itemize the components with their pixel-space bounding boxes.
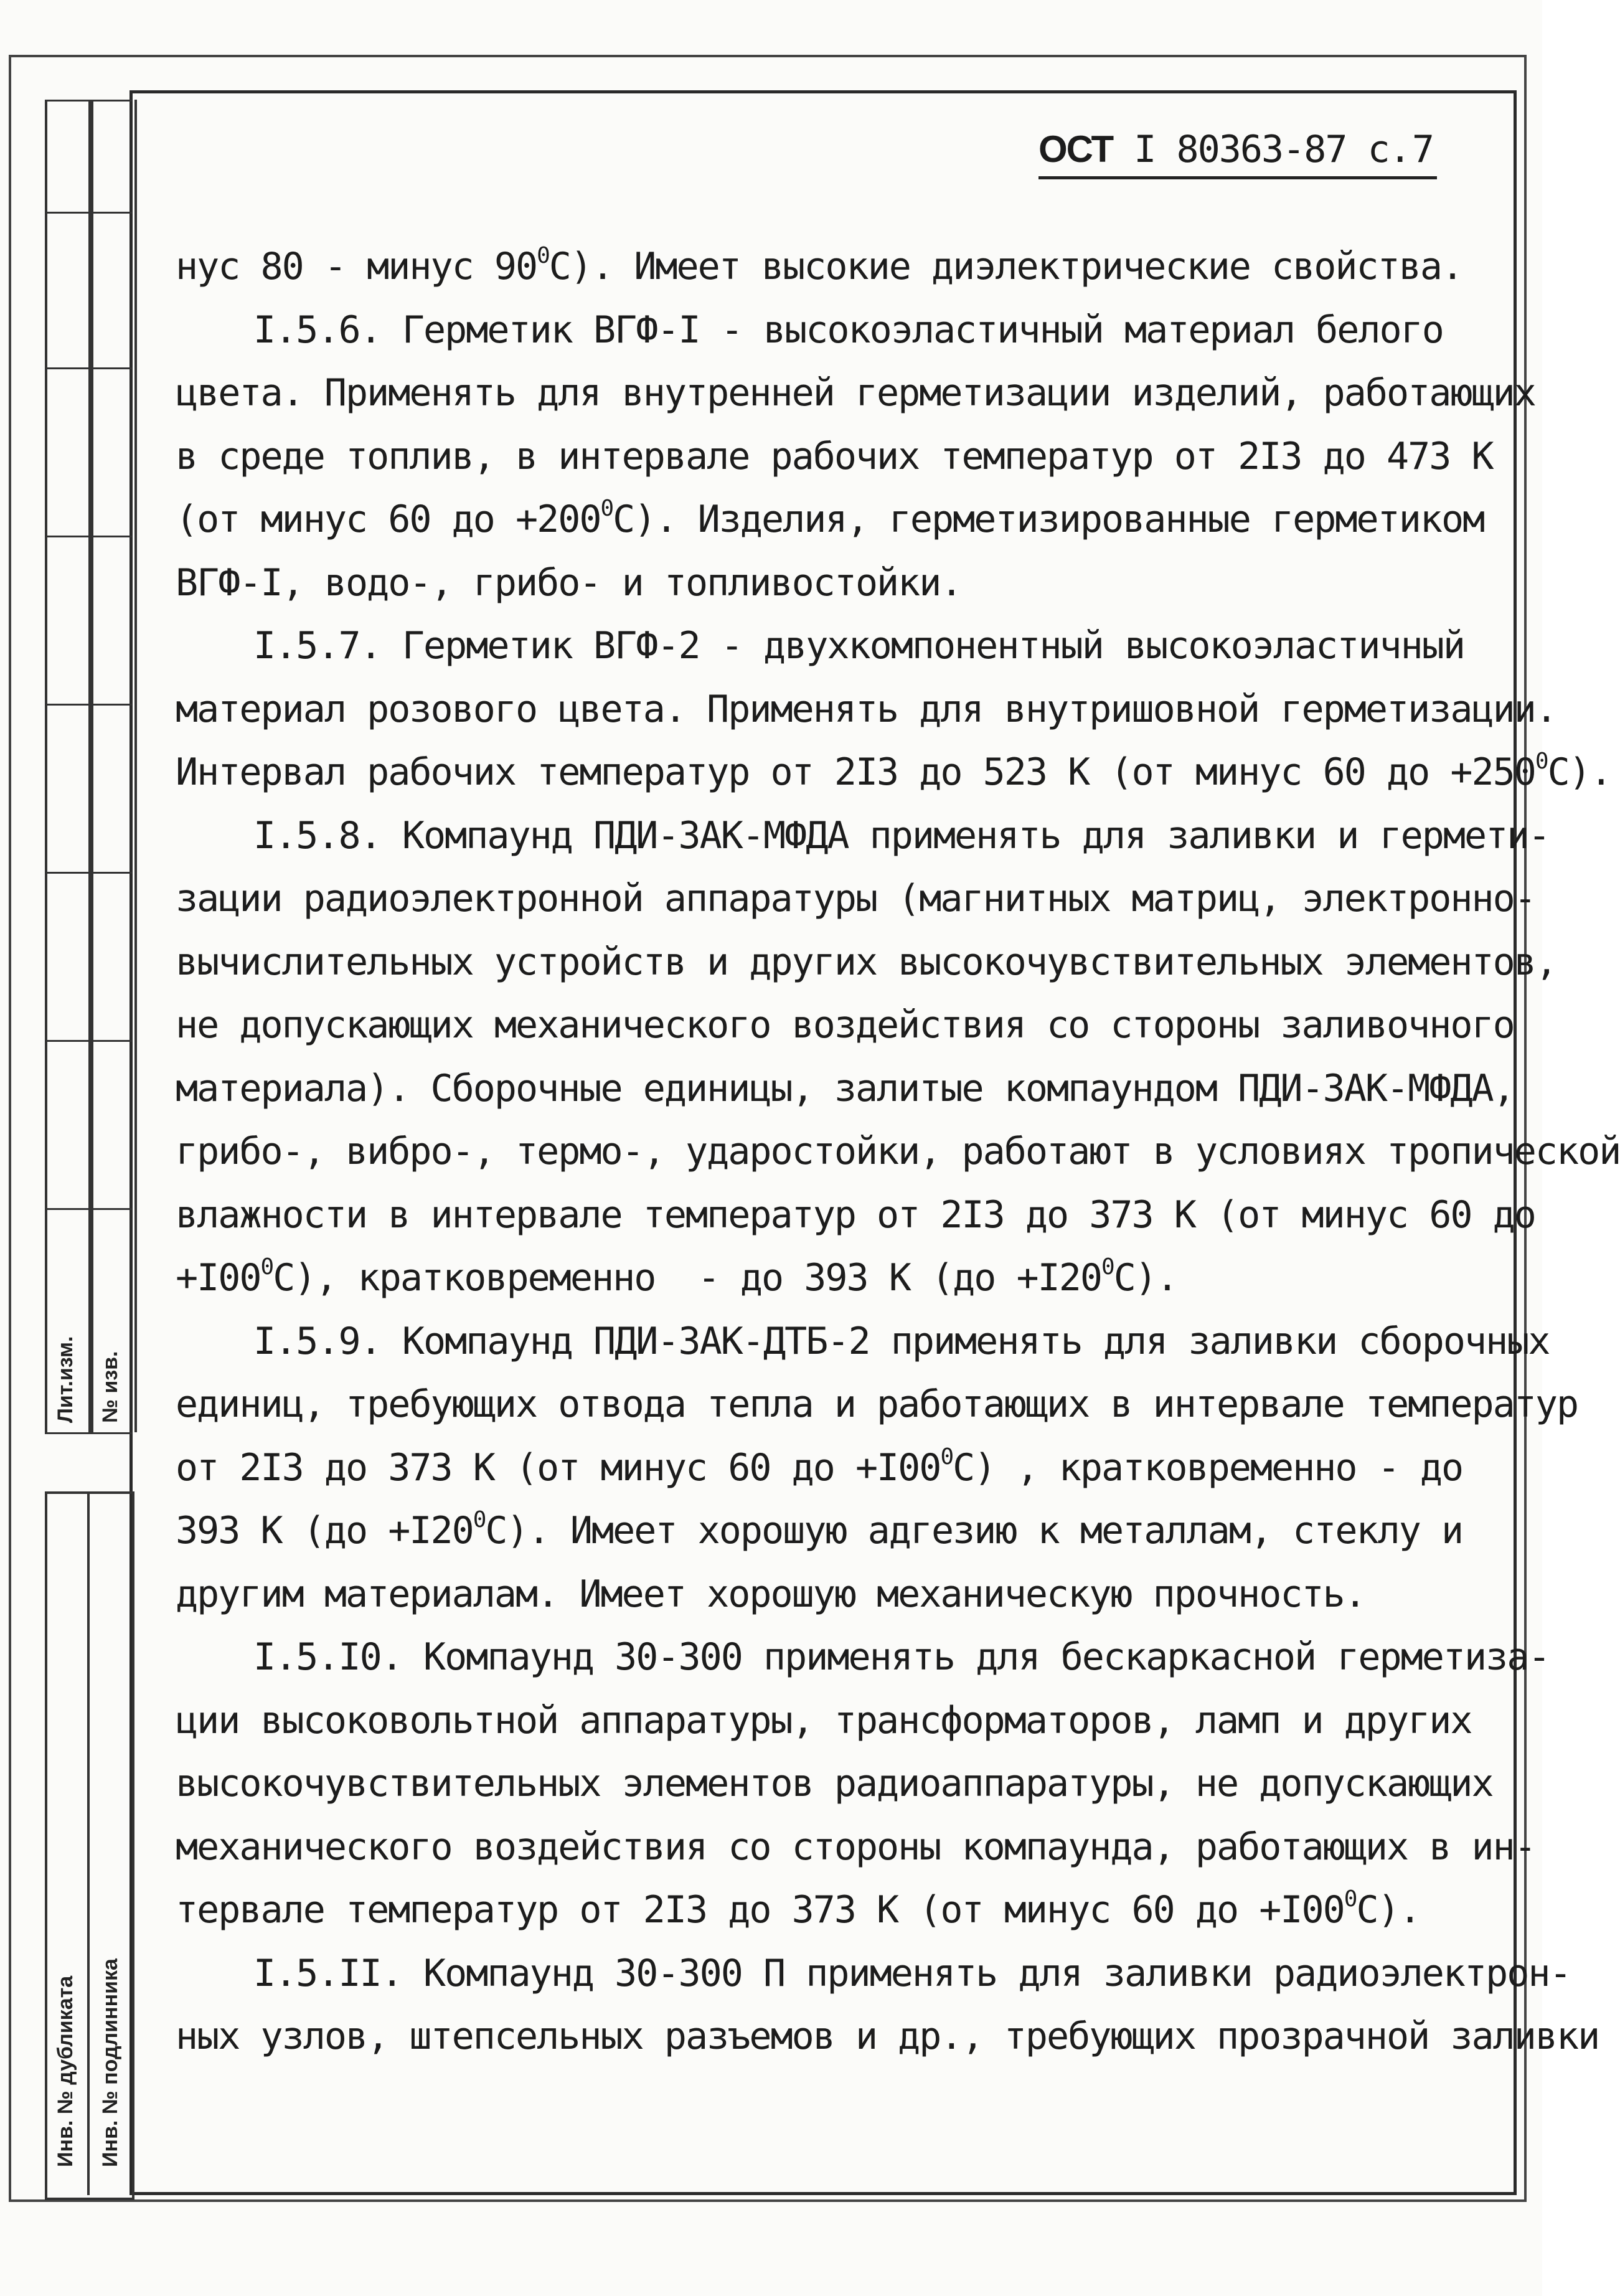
text-line bbox=[176, 994, 1514, 1057]
text-line bbox=[176, 2005, 1599, 2069]
margin-rule bbox=[45, 212, 132, 214]
margin-label-inv-duplicate: Инв. № дубликата bbox=[54, 1975, 77, 2167]
text-line bbox=[176, 1247, 1489, 1310]
line-text: I.5.8. Компаунд ПДИ-ЗАК-МФДА применять для заливки и гермети- bbox=[253, 813, 1550, 857]
text-line bbox=[176, 1816, 1535, 1879]
margin-rule bbox=[45, 1208, 132, 1210]
line-text: С). bbox=[1113, 1256, 1178, 1300]
line-text: С). Изделия, герметизированные герметиком bbox=[613, 498, 1484, 541]
text-line bbox=[176, 1310, 1550, 1374]
line-text: механического воздействия со стороны компаунда, работающих в ин- bbox=[176, 1825, 1535, 1869]
text-line bbox=[176, 741, 1611, 805]
line-text: ных узлов, штепсельных разъемов и др., требующих прозрачной заливки bbox=[176, 2015, 1599, 2058]
margin-column-left bbox=[45, 100, 93, 1432]
line-text: С). bbox=[1356, 1888, 1420, 1932]
line-text: ции высоковольтной аппаратуры, трансформаторов, ламп и других bbox=[176, 1698, 1472, 1742]
text-line bbox=[176, 615, 1489, 678]
line-text: единиц, требующих отвода тепла и работающих в интервале температур bbox=[176, 1382, 1578, 1426]
margin-rule bbox=[45, 536, 132, 537]
page-header bbox=[1038, 128, 1437, 179]
line-text: грибо-, вибро-, термо-, ударостойки, работают в условиях тропической bbox=[176, 1130, 1620, 1173]
degree-superscript: 0 bbox=[1535, 749, 1548, 774]
margin-rule bbox=[45, 872, 132, 874]
body-text bbox=[176, 235, 1620, 2069]
text-line bbox=[176, 678, 1556, 742]
text-line bbox=[176, 1942, 1571, 2006]
text-line bbox=[176, 488, 1489, 552]
margin-rule bbox=[45, 1040, 132, 1042]
margin-rule bbox=[45, 1432, 132, 1434]
line-text: от 2I3 до 373 К (от минус 60 до +I00 bbox=[176, 1445, 941, 1490]
line-text: зации радиоэлектронной аппаратуры (магнитных матриц, электронно- bbox=[176, 877, 1535, 920]
text-line bbox=[176, 1500, 1489, 1563]
text-line bbox=[176, 805, 1550, 868]
margin-label-lit-izm: Лит.изм. bbox=[54, 1336, 77, 1423]
text-line bbox=[176, 552, 1489, 615]
line-text: материал розового цвета. Применять для внутришовной герметизации. bbox=[176, 687, 1556, 731]
degree-superscript: 0 bbox=[600, 496, 613, 521]
line-text: материала). Сборочные единицы, залитые компаундом ПДИ-ЗАК-МФДА, bbox=[176, 1066, 1514, 1110]
text-line bbox=[176, 867, 1535, 931]
line-text: тервале температур от 2I3 до 373 К (от минус 60 до +I00 bbox=[176, 1888, 1344, 1932]
text-line bbox=[176, 1563, 1489, 1627]
text-line bbox=[176, 1120, 1620, 1184]
standard-number: I 80363-87 bbox=[1134, 128, 1347, 171]
text-line bbox=[176, 931, 1556, 994]
line-text: нус 80 - минус 90 bbox=[176, 245, 537, 288]
text-line bbox=[176, 1184, 1535, 1247]
line-text: С). Имеет хорошую адгезию к металлам, стеклу и bbox=[485, 1509, 1463, 1552]
margin-label-inv-original: Инв. № подлинника bbox=[98, 1958, 122, 2167]
inventory-stamp-separator bbox=[87, 1491, 90, 2195]
text-line bbox=[176, 1437, 1489, 1500]
line-text: влажности в интервале температур от 2I3 до 373 К (от минус 60 до bbox=[176, 1193, 1535, 1237]
line-text: цвета. Применять для внутренней герметизации изделий, работающих bbox=[176, 371, 1535, 415]
degree-superscript: 0 bbox=[940, 1443, 953, 1470]
line-text: I.5.7. Герметик ВГФ-2 - двухкомпонентный высокоэластичный bbox=[253, 624, 1465, 668]
text-line bbox=[176, 235, 1489, 299]
line-text: С), кратковременно - до 393 К (до +I20 bbox=[273, 1256, 1101, 1300]
line-text: высокочувствительных элементов радиоаппаратуры, не допускающих bbox=[176, 1762, 1493, 1805]
text-line bbox=[176, 1879, 1489, 1942]
margin-rule bbox=[45, 367, 132, 369]
text-line bbox=[176, 362, 1535, 425]
line-text: I.5.II. Компаунд 30-300 П применять для заливки радиоэлектрон- bbox=[253, 1951, 1571, 1995]
page-prefix: с. bbox=[1367, 128, 1410, 171]
line-text: С). Имеет высокие диэлектрические свойства. bbox=[549, 245, 1463, 288]
line-text: другим материалам. Имеет хорошую механическую прочность. bbox=[176, 1572, 1365, 1616]
margin-rule bbox=[45, 100, 132, 102]
line-text: ВГФ-I, водо-, грибо- и топливостойки. bbox=[176, 560, 962, 605]
line-text: I.5.6. Герметик ВГФ-I - высокоэластичный материал белого bbox=[253, 308, 1443, 352]
standard-code: ОСТ bbox=[1038, 128, 1113, 170]
page-number: 7 bbox=[1411, 128, 1433, 171]
text-line bbox=[176, 1626, 1550, 1689]
line-text: вычислительных устройств и других высокочувствительных элементов, bbox=[176, 940, 1556, 984]
margin-column-right bbox=[88, 100, 137, 1432]
text-line bbox=[176, 425, 1493, 489]
line-text: не допускающих механического воздействия со стороны заливочного bbox=[176, 1003, 1514, 1047]
text-line bbox=[176, 1057, 1514, 1121]
degree-superscript: 0 bbox=[260, 1254, 273, 1280]
line-text: С). bbox=[1547, 750, 1611, 794]
margin-label-izv: № изв. bbox=[98, 1351, 122, 1423]
line-text: С) , кратковременно - до bbox=[953, 1445, 1463, 1490]
degree-superscript: 0 bbox=[1344, 1886, 1357, 1912]
degree-superscript: 0 bbox=[1101, 1254, 1114, 1280]
line-text: +I00 bbox=[176, 1256, 261, 1300]
line-text: I.5.9. Компаунд ПДИ-ЗАК-ДТБ-2 применять для заливки сборочных bbox=[253, 1319, 1550, 1363]
text-line bbox=[176, 1689, 1489, 1753]
margin-rule bbox=[45, 704, 132, 706]
text-line bbox=[176, 1373, 1578, 1437]
line-text: в среде топлив, в интервале рабочих температур от 2I3 до 473 К bbox=[176, 434, 1493, 478]
degree-superscript: 0 bbox=[473, 1507, 486, 1533]
text-line bbox=[176, 1752, 1493, 1816]
text-line bbox=[176, 299, 1489, 362]
line-text: Интервал рабочих температур от 2I3 до 523 К (от минус 60 до +250 bbox=[176, 750, 1535, 794]
degree-superscript: 0 bbox=[537, 243, 549, 268]
line-text: I.5.I0. Компаунд 30-300 применять для бескаркасной герметиза- bbox=[253, 1635, 1550, 1679]
line-text: 393 К (до +I20 bbox=[176, 1509, 473, 1552]
line-text: (от минус 60 до +200 bbox=[176, 498, 601, 541]
